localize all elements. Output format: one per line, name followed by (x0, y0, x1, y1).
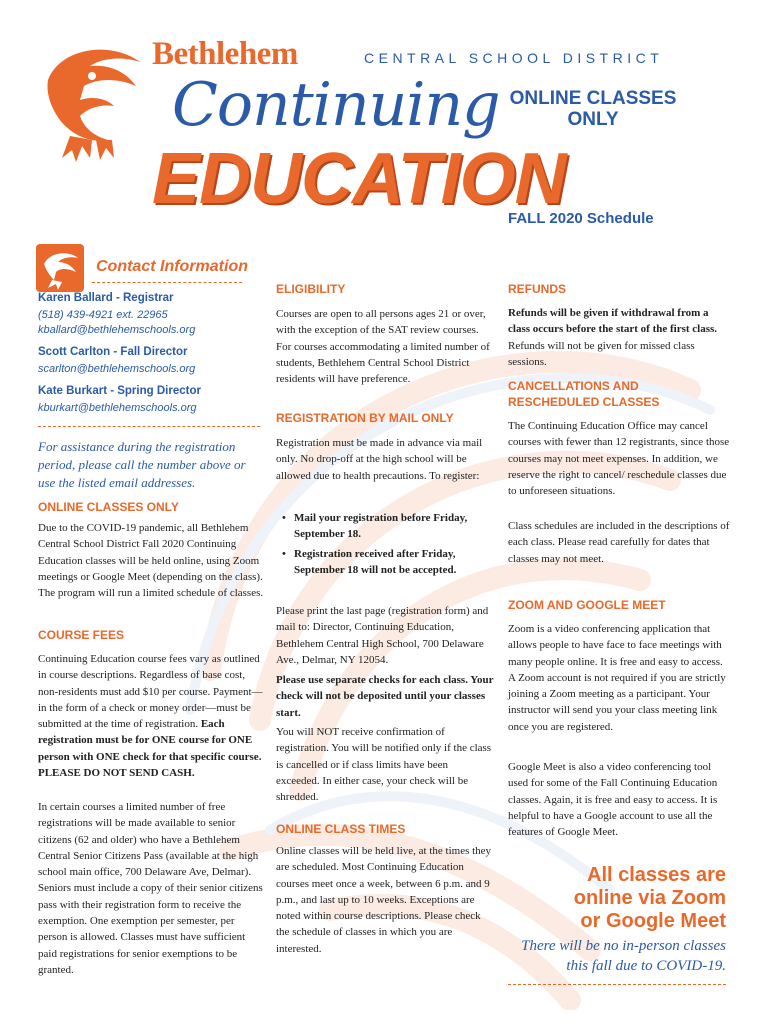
contact-email[interactable]: scarlton@bethlehemschools.org (38, 363, 196, 375)
schedule-label: FALL 2020 Schedule (508, 210, 654, 227)
online-line-1: ONLINE CLASSES (509, 88, 677, 109)
cancellations-body: The Continuing Education Office may cancel courses with fewer than 12 registrants, since those courses may not meet expenses. In addition, we reserve the right to cancel/ reschedule classes due to unforeseen situations. (508, 420, 730, 498)
course-fees-body (38, 651, 266, 781)
course-fees-emphasis: Each registration must be for ONE course for ONE person with ONE check for that specific course. PLEASE DO NOT SEND CASH. (38, 718, 262, 780)
contact-name: Scott Carlton - Fall Director (38, 346, 188, 358)
eagle-badge-icon (36, 244, 84, 292)
online-classes-banner (478, 88, 708, 130)
callout-sub-2: this fall due to COVID-19. (566, 958, 726, 974)
callout-sub-1: There will be no in-person classes (521, 938, 726, 954)
senior-exemption-body: In certain courses a limited number of free registrations will be made available to senior citizens (62 and older) who have a Bethlehem Central Senior Citizens Pass (available at the high school main office, 700 Delaware Ave, Delmar). Seniors must include a copy of their senior citizens pass with their registration form to receive the exemption. One exemption per semester, per person is allowed. Classes must have sufficient paid registrations for senior exemptions to be granted. (38, 801, 263, 976)
district-name: CENTRAL SCHOOL DISTRICT (364, 50, 664, 66)
eagle-logo (40, 40, 160, 165)
course-fees-text: Continuing Education course fees vary as outlined in course descriptions. Regardless of base cost, non-residents must add $10 per course. Payment—in the form of a check or money order—must be submitted at the time of registration. (38, 653, 263, 731)
cancellations-heading: CANCELLATIONS AND RESCHEDULED CLASSES (508, 379, 660, 409)
zoom-heading: ZOOM AND GOOGLE MEET (508, 598, 666, 612)
zoom-body: Zoom is a video conferencing application that allows people to have face to face meetings with many people online. It is free and easy to access. A Zoom account is not required if you are strictly joining a Zoom meeting as a participant. Your instructor will send you your class meeting link once you are registered. (508, 623, 726, 733)
callout-line-2: online via Zoom (573, 887, 726, 909)
separate-checks-note: Please use separate checks for each class. Your check will not be deposited until your classes start. (276, 674, 494, 719)
class-schedules-note: Class schedules are included in the descriptions of each class. Please read carefully for dates that classes may not meet. (508, 520, 730, 565)
online-line-2: ONLY (567, 109, 619, 130)
callout-divider (508, 984, 726, 985)
contact-name: Kate Burkart - Spring Director (38, 385, 201, 397)
title-main: EDUCATION (152, 139, 566, 219)
refunds-text: Refunds will not be given for missed class sessions. (508, 339, 695, 368)
class-times-heading: ONLINE CLASS TIMES (276, 822, 406, 836)
contact-bottom-divider (38, 426, 260, 427)
bullet-item: • Registration received after Friday, September 18 will not be accepted. (278, 546, 488, 579)
assistance-note: For assistance during the registration period, please call the number above or use the listed email addresses. (38, 439, 246, 490)
contact-email[interactable]: kburkart@bethlehemschools.org (38, 402, 197, 414)
contact-list (38, 292, 268, 414)
online-only-body: Due to the COVID-19 pandemic, all Bethlehem Central School District Fall 2020 Continuing Education classes will be held online, using Zoom meetings or Google Meet (depending on the class). The program will run a limited schedule of classes. (38, 522, 264, 600)
contact-email[interactable]: kballard@bethlehemschools.org (38, 324, 196, 336)
confirmation-note: You will NOT receive confirmation of registration. You will be notified only if the class is cancelled or if class limits have been exceeded. In either case, your check will be shredded. (276, 726, 492, 804)
contact-phone[interactable]: (518) 439-4921 ext. 22965 (38, 309, 168, 321)
eligibility-heading: ELIGIBILITY (276, 282, 346, 296)
refunds-heading: REFUNDS (508, 282, 567, 296)
contact-name: Karen Ballard - Registrar (38, 292, 174, 304)
bullet-item: • Mail your registration before Friday, September 18. (278, 510, 488, 543)
callout-line-1: All classes are (587, 864, 726, 886)
contact-heading: Contact Information (96, 258, 248, 275)
refunds-emphasis: Refunds will be given if withdrawal from a class occurs before the start of the first class. (508, 307, 718, 336)
all-online-callout (508, 864, 726, 933)
brand-name: Bethlehem (152, 36, 298, 72)
registration-heading: REGISTRATION BY MAIL ONLY (276, 411, 454, 425)
no-in-person-note (504, 936, 726, 976)
class-times-body: Online classes will be held live, at the times they are scheduled. Most Continuing Education courses meet once a week, between 6 p.m. and 9 p.m., and last up to 10 weeks. Exceptions are noted within course descriptions. Please check the schedule of classes in which you are interested. (276, 845, 492, 955)
eligibility-body: Courses are open to all persons ages 21 or over, with the exception of the SAT review courses. For courses accommodating a limited number of students, Bethlehem Central School District residents will have preference. (276, 308, 490, 386)
mailing-address: Please print the last page (registration form) and mail to: Director, Continuing Education, Bethlehem Central High School, 700 Delaware Ave., Delmar, NY 12054. (276, 605, 489, 666)
refunds-body (508, 305, 730, 370)
google-meet-body: Google Meet is also a video conferencing tool used for some of the Fall Continuing Education classes. Again, it is free and easy to access. It is helpful to have a Google account to use all the features of Google Meet. (508, 761, 718, 839)
registration-bullets (278, 510, 488, 578)
title-script: Continuing (172, 70, 500, 140)
course-fees-heading: COURSE FEES (38, 628, 125, 642)
registration-body: Registration must be made in advance via mail only. No drop-off at the high school will be allowed due to health precautions. To register: (276, 437, 483, 482)
online-only-heading: ONLINE CLASSES ONLY (38, 500, 179, 514)
contact-divider (92, 282, 242, 283)
callout-line-3: or Google Meet (580, 910, 726, 932)
